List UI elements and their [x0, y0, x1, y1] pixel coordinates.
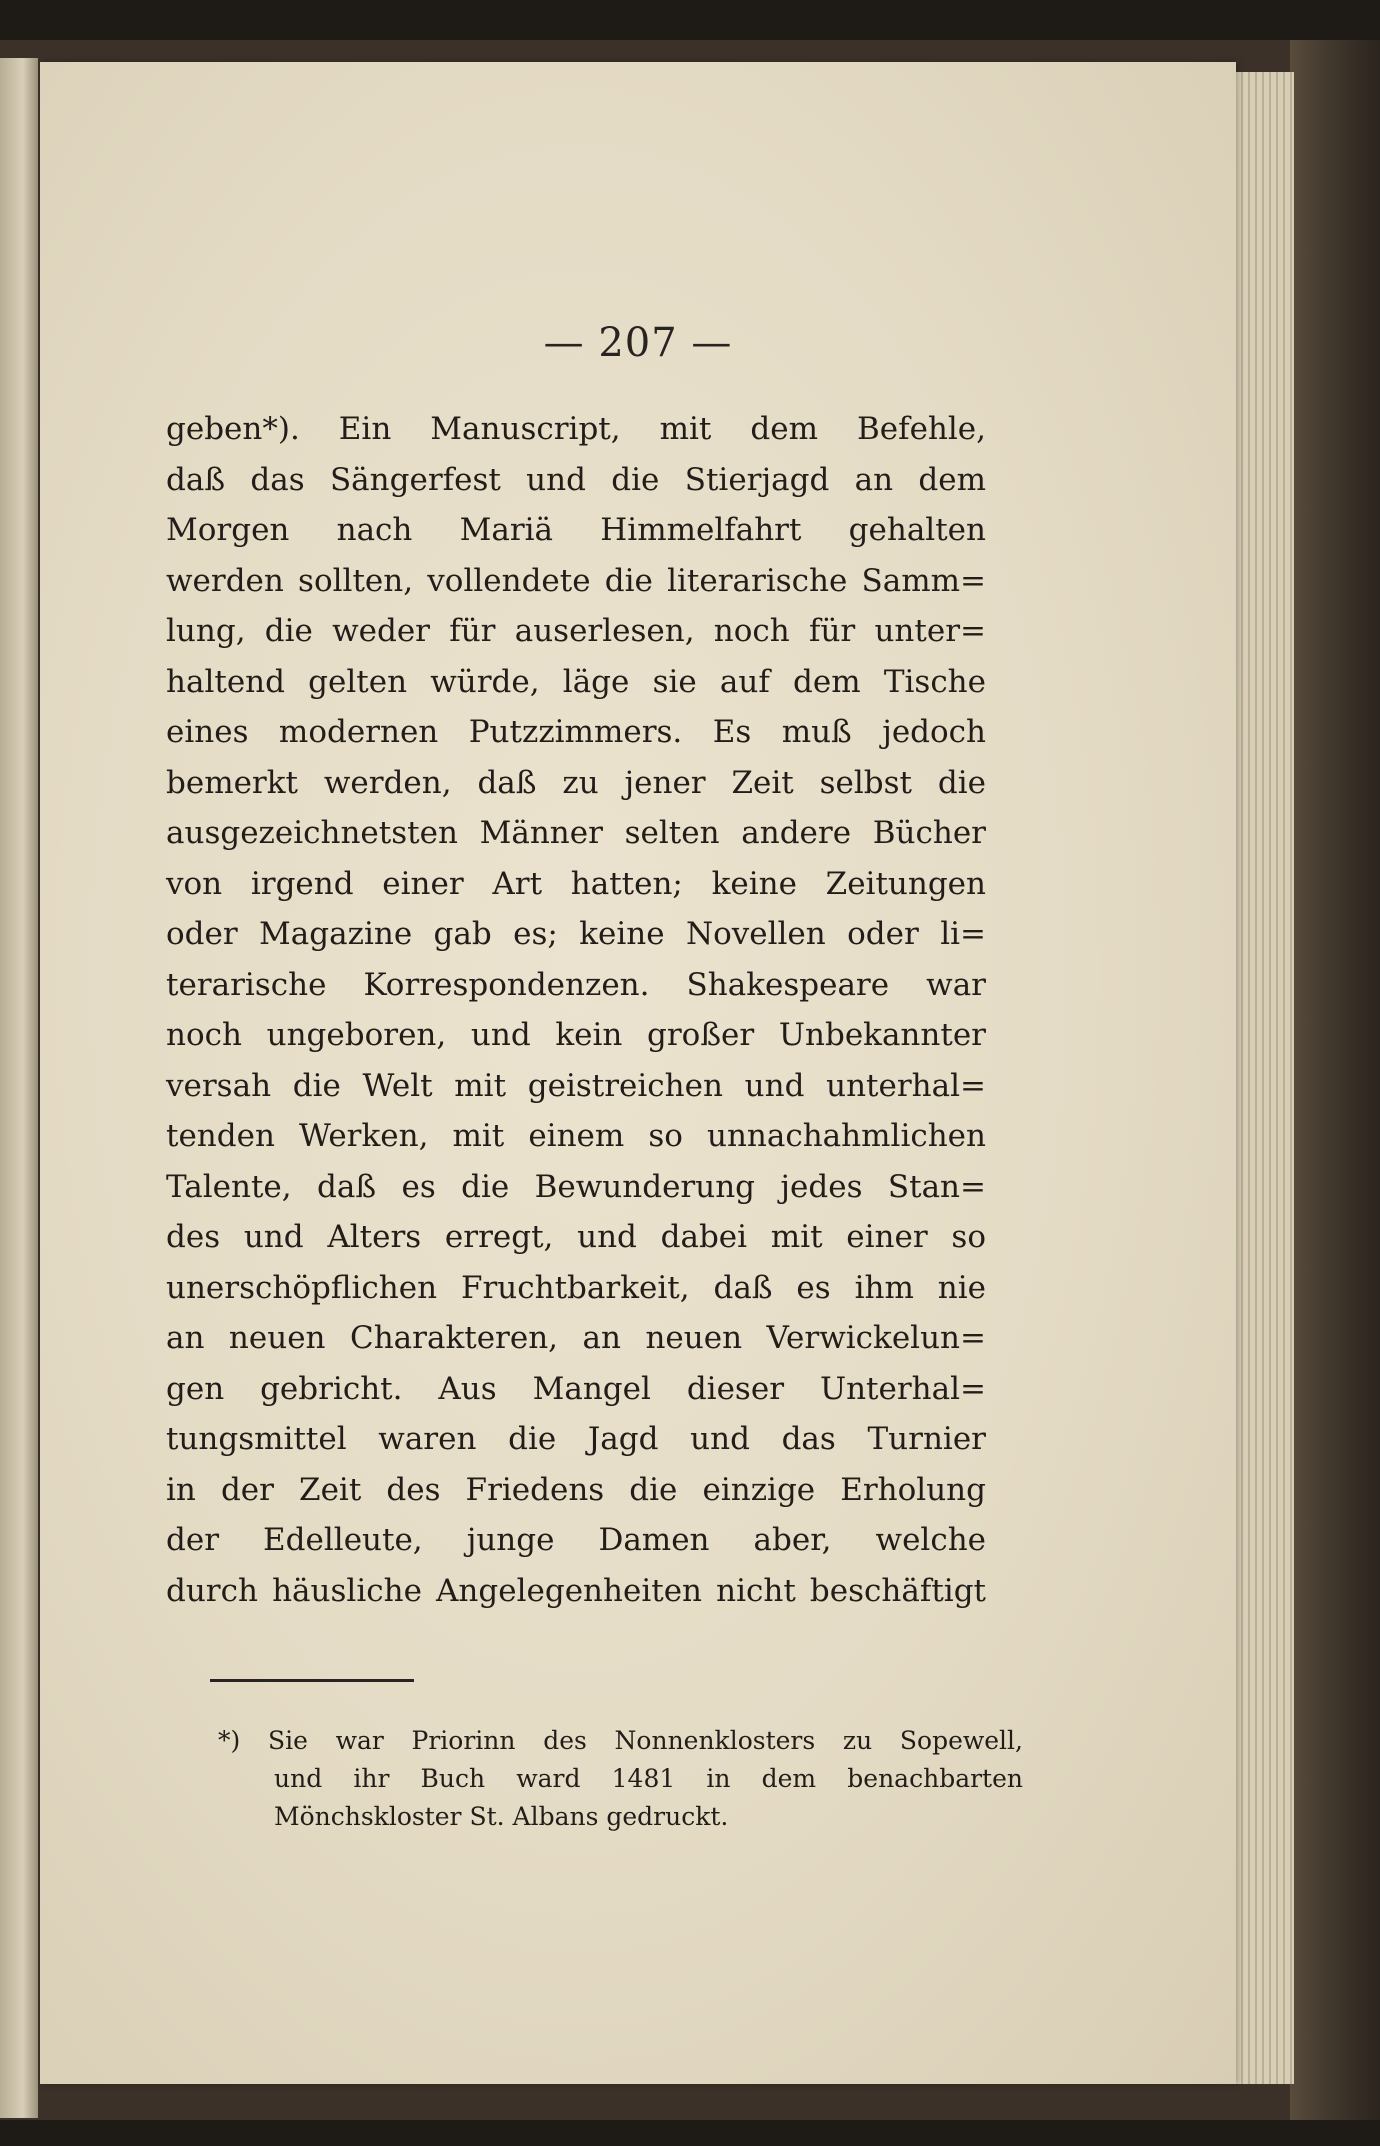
text-line: an neuen Charakteren, an neuen Verwickelun= — [166, 1320, 986, 1356]
text-line: geben*). Ein Manuscript, mit dem Befehle, — [166, 411, 986, 447]
footnote — [218, 1722, 1023, 1836]
text-line: tungsmittel waren die Jagd und das Turnier — [166, 1421, 986, 1457]
text-line: der Edelleute, junge Damen aber, welche — [166, 1522, 986, 1558]
text-line: werden sollten, vollendete die literarische Samm= — [166, 562, 986, 599]
body-text — [166, 404, 986, 1616]
text-line: Talente, daß es die Bewunderung jedes Stan= — [166, 1168, 986, 1205]
book-spine-edge — [1290, 40, 1380, 2120]
book-page — [40, 62, 1236, 2084]
text-line: in der Zeit des Friedens die einzige Erholung — [166, 1471, 986, 1508]
footnote-divider — [210, 1679, 414, 1682]
text-line: terarische Korrespondenzen. Shakespeare war — [166, 966, 986, 1003]
page-number: — 207 — — [543, 320, 733, 366]
text-line: noch ungeboren, und kein großer Unbekannter — [166, 1017, 986, 1053]
text-line: Morgen nach Mariä Himmelfahrt gehalten — [166, 512, 986, 548]
text-line: oder Magazine gab es; keine Novellen oder li= — [166, 916, 986, 952]
text-line: des und Alters erregt, und dabei mit einer so — [166, 1219, 986, 1255]
text-line: unerschöpflichen Fruchtbarkeit, daß es ihm nie — [166, 1269, 986, 1306]
facing-page-edge — [0, 58, 38, 2118]
footnote-line: Mönchskloster St. Albans gedruckt. — [274, 1802, 729, 1831]
text-line: ausgezeichnetsten Männer selten andere Bücher — [166, 815, 986, 851]
text-line: versah die Welt mit geistreichen und unterhal= — [166, 1067, 986, 1104]
text-line: durch häusliche Angelegenheiten nicht beschäftigt — [166, 1572, 986, 1609]
footnote-line: und ihr Buch ward 1481 in dem benachbarten — [274, 1764, 1023, 1793]
text-line: lung, die weder für auserlesen, noch für unter= — [166, 613, 986, 649]
text-line: tenden Werken, mit einem so unnachahmlichen — [166, 1118, 986, 1154]
text-line: eines modernen Putzzimmers. Es muß jedoch — [166, 714, 986, 750]
text-line: gen gebricht. Aus Mangel dieser Unterhal= — [166, 1370, 986, 1407]
text-line: daß das Sängerfest und die Stierjagd an dem — [166, 461, 986, 498]
text-line: bemerkt werden, daß zu jener Zeit selbst die — [166, 764, 986, 801]
text-line: haltend gelten würde, läge sie auf dem Tische — [166, 663, 986, 700]
text-line: von irgend einer Art hatten; keine Zeitungen — [166, 865, 986, 902]
footnote-line: *) Sie war Priorinn des Nonnenklosters zu Sopewell, — [218, 1726, 1023, 1755]
